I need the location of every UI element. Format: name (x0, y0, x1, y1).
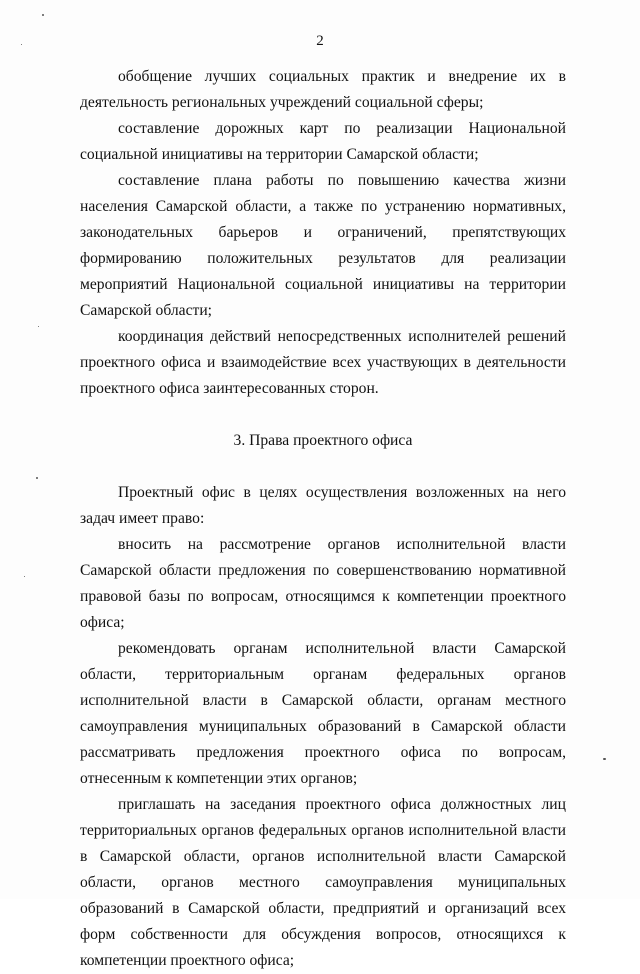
paragraph: приглашать на заседания проектного офиса должностных лиц территориальных органов федеральных органов исполнительной власти в Самарской области, органов исполнительной власти Самарской области, органов местного самоуправления муниципальных образований в Самарской области, предприятий и организаций всех форм собственности для обсуждения вопросов, относящихся к компетенции проектного офиса; (80, 796, 566, 969)
section-heading: 3. Права проектного офиса (233, 432, 413, 449)
paragraph: составление плана работы по повышению качества жизни населения Самарской области, а также по устранению нормативных, законодательных барьеров и ограничений, препятствующих формированию положительных результатов для реализации мероприятий Национальной социальной инициативы на территории Самарской области; (80, 172, 566, 319)
document-body (80, 64, 566, 974)
scan-speck (42, 14, 44, 16)
scan-speck (24, 576, 25, 577)
scan-speck (36, 477, 38, 479)
paragraph: Проектный офис в целях осуществления возложенных на него задач имеет право: (80, 484, 566, 527)
page-number: 2 (316, 33, 324, 49)
scan-speck (38, 326, 39, 327)
paragraph: координация действий непосредственных исполнителей решений проектного офиса и взаимодействие всех участвующих в деятельности проектного офиса заинтересованных сторон. (80, 328, 566, 397)
paragraph: рекомендовать органам исполнительной власти Самарской области, территориальным органам федеральных органов исполнительной власти в Самарской области, органам местного самоуправления муниципальных образований в Самарской области рассматривать предложения проектного офиса по вопросам, отнесенным к компетенции этих органов; (80, 640, 566, 787)
paragraph: обобщение лучших социальных практик и внедрение их в деятельность региональных учреждений социальной сферы; (80, 68, 566, 111)
scan-speck (603, 758, 606, 760)
paragraph: составление дорожных карт по реализации Национальной социальной инициативы на территории Самарской области; (80, 120, 566, 163)
paragraph: вносить на рассмотрение органов исполнительной власти Самарской области предложения по совершенствованию нормативной правовой базы по вопросам, относящимся к компетенции проектного офиса; (80, 536, 566, 631)
